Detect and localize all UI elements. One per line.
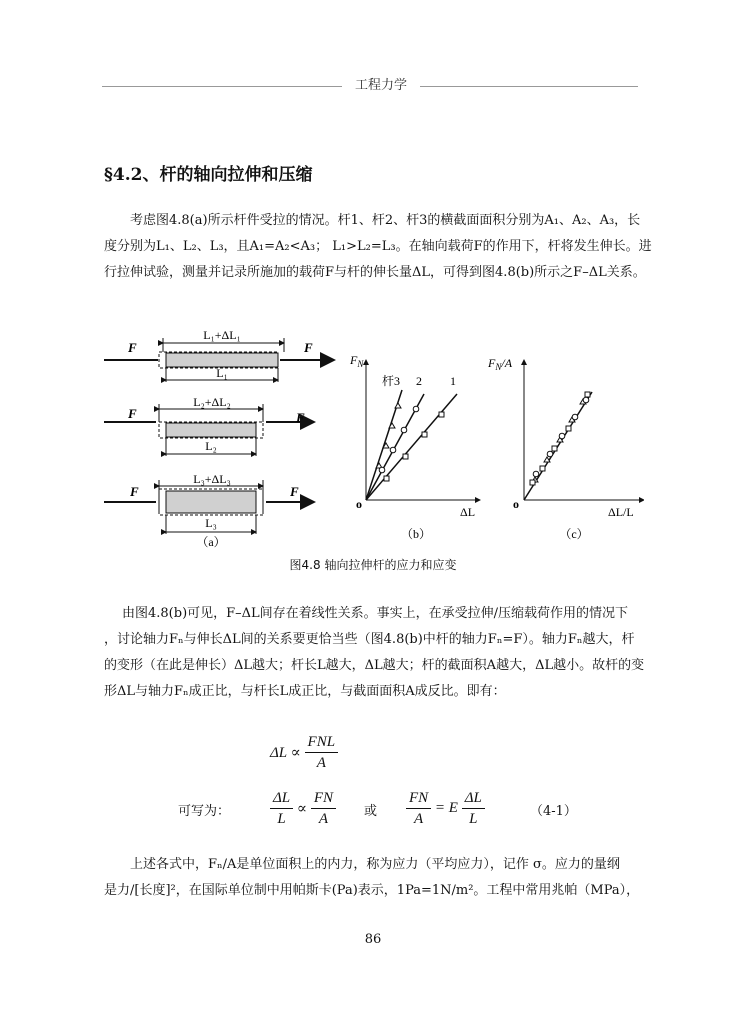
page-number: 86 <box>364 932 382 947</box>
plot-b-xlabel: ΔL <box>460 505 476 519</box>
bar-1-force-right: F <box>304 340 313 355</box>
eq2-or: 或 <box>364 804 378 819</box>
eq2-equals-e: = E <box>434 800 458 816</box>
plot-c-xlabel: ΔL/L <box>608 505 634 519</box>
eq2-left-denominator: L <box>277 811 286 827</box>
header-rule-right <box>420 86 638 87</box>
paragraph-line: 的变形（在此是伸长）ΔL越大；杆长L越大，ΔL越大；杆的截面积A越大，ΔL越小。故杆的变 <box>104 658 645 673</box>
bar-1-top-label: L₁+ΔL₁ <box>203 328 241 342</box>
stress-paragraph <box>104 852 666 904</box>
svg-text:FN <box>349 353 364 369</box>
paragraph-line: 上述各式中，Fₙ/A是单位面积上的内力，称为应力（平均应力），记作 σ。应力的量纲 <box>130 857 620 872</box>
plot-c-origin: o <box>513 497 519 511</box>
bar-2-top-label: L₂+ΔL₂ <box>193 395 231 409</box>
paragraph-line: 行拉伸试验，测量并记录所施加的载荷F与杆的伸长量ΔL，可得到图4.8(b)所示之F–ΔL关系。 <box>104 265 646 280</box>
eq2-e-numerator: ΔL <box>462 788 485 809</box>
subfigure-c-label: （c） <box>559 527 589 541</box>
bar-3-bottom-label: L₃ <box>205 516 217 530</box>
figure-caption: 图4.8 轴向拉伸杆的应力和应变 <box>289 558 457 572</box>
eq2-left-numerator: ΔL <box>270 788 293 809</box>
plot-b-rod3-label: 杆3 <box>382 374 401 388</box>
bar-2-bottom-label: L₂ <box>205 439 217 453</box>
paragraph-line: 形ΔL与轴力Fₙ成正比，与杆长L成正比，与截面面积A成反比。即有： <box>104 684 506 699</box>
figure-4-8 <box>104 322 644 552</box>
eq1-denominator: A <box>316 755 326 771</box>
plot-b-rod1-label: 1 <box>450 374 456 388</box>
bar-1-force-left: F <box>128 340 137 355</box>
plot-c-ylabel: F <box>488 356 496 370</box>
figure-svg <box>104 322 644 552</box>
eq1-numerator: FNL <box>305 732 339 753</box>
bar-3-force-right: F <box>290 484 299 499</box>
eq1-lhs: ΔL ∝ <box>270 745 301 761</box>
analysis-paragraph <box>104 601 666 705</box>
plot-b-ylabel: F <box>350 353 358 367</box>
eq2-mid-numerator: FN <box>311 788 336 809</box>
plot-b-ysub: N <box>357 359 364 369</box>
paragraph-line: 考虑图4.8(a)所示杆件受拉的情况。杆1、杆2、杆3的横截面面积分别为A₁、A₂、A₃，长 <box>130 213 641 228</box>
eq2-e-denominator: L <box>469 811 478 827</box>
eq2-mid-denominator: A <box>318 811 328 827</box>
plot-b <box>349 353 480 519</box>
section-title: §4.2、杆的轴向拉伸和压缩 <box>104 165 313 185</box>
stress-strain-equation <box>178 788 598 836</box>
bar-3-top-label: L₃+ΔL₃ <box>193 472 231 486</box>
bar-3-diagram <box>104 472 314 534</box>
eq2-proportional-sign: ∝ <box>296 801 308 817</box>
eq2-prefix: 可写为： <box>178 804 231 819</box>
header-rule-left <box>102 86 342 87</box>
plot-c <box>487 356 644 519</box>
bar-2-force-right: F <box>296 410 305 425</box>
svg-text:FN/A <box>487 356 513 372</box>
paragraph-line: 由图4.8(b)可见，F–ΔL间存在着线性关系。事实上，在承受拉伸/压缩载荷作用的情况下 <box>122 606 629 621</box>
subfigure-a-label: （a） <box>196 535 226 549</box>
running-header: 工程力学 <box>354 78 407 93</box>
bar-1-diagram <box>104 328 334 382</box>
eq2-right-numerator: FN <box>406 788 431 809</box>
plot-b-origin: o <box>356 497 362 511</box>
paragraph-line: ，讨论轴力Fₙ与伸长ΔL间的关系要更恰当些（图4.8(b)中杆的轴力Fₙ=F）。轴力Fₙ越大，杆 <box>104 632 635 647</box>
plot-c-ysub: N <box>495 362 502 372</box>
bar-2-diagram <box>104 395 314 456</box>
bar-3-force-left: F <box>130 484 139 499</box>
intro-paragraph <box>104 208 666 286</box>
eq2-right-denominator: A <box>414 811 424 827</box>
plot-b-rod2-label: 2 <box>416 374 422 388</box>
paragraph-line: 度分别为L₁、L₂、L₃，且A₁=A₂<A₃； L₁>L₂=L₃。在轴向载荷F的作用下，杆将发生伸长。进 <box>104 239 652 254</box>
equation-number: （4-1） <box>530 804 577 819</box>
bar-2-force-left: F <box>128 406 137 421</box>
bar-1-bottom-label: L₁ <box>216 366 228 380</box>
subfigure-b-label: （b） <box>400 527 432 541</box>
plot-c-ytail: /A <box>501 356 513 370</box>
paragraph-line: 是力/[长度]²，在国际单位制中用帕斯卡(Pa)表示，1Pa=1N/m²。工程中常用兆帕（MPa）， <box>104 883 640 898</box>
proportionality-equation <box>270 732 338 773</box>
